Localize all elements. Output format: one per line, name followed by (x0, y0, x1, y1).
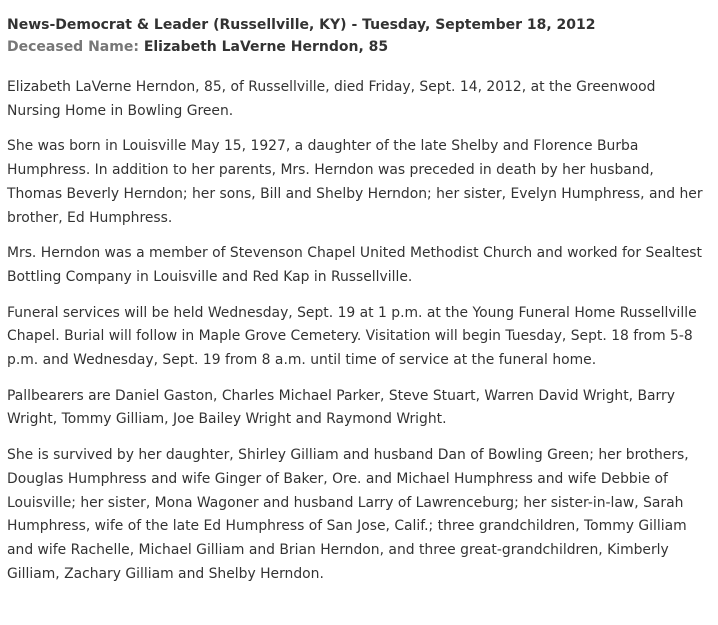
publication-line (7, 14, 710, 36)
obituary-article (7, 76, 710, 586)
article-paragraph: She was born in Louisville May 15, 1927, a daughter of the late Shelby and Florence Burba Humphress. In addition to her parents, Mrs. Herndon was preceded in death by her husband, Thomas Beverly Herndon; her sons, Bill and Shelby Herndon; her sister, Evelyn Humphress, and her brother, Ed Humphress. (7, 138, 703, 226)
article-paragraph: Funeral services will be held Wednesday, Sept. 19 at 1 p.m. at the Young Funeral Home Russellville Chapel. Burial will follow in Maple Grove Cemetery. Visitation will begin Tuesday, Sept. 18 from 5-8 p.m. and Wednesday, Sept. 19 from 8 a.m. until time of service at the funeral home. (7, 304, 697, 369)
article-paragraph: Mrs. Herndon was a member of Stevenson Chapel United Methodist Church and worked for Sealtest Bottling Company in Louisville and Red Kap in Russellville. (7, 245, 702, 285)
publication-source: News-Democrat & Leader (Russellville, KY) - Tuesday, September 18, 2012 (7, 17, 596, 33)
deceased-name: Elizabeth LaVerne Herndon, 85 (143, 39, 389, 55)
article-paragraph: She is survived by her daughter, Shirley Gilliam and husband Dan of Bowling Green; her brothers, Douglas Humphress and wife Ginger of Baker, Ore. and Michael Humphress and wife Debbie of Louisville; her sister, Mona Wagoner and husband Larry of Lawrenceburg; her sister-in-law, Sarah Humphress, wife of the late Ed Humphress of San Jose, Calif.; three grandchildren, Tommy Gilliam and wife Rachelle, Michael Gilliam and Brian Herndon, and three great-grandchildren, Kimberly Gilliam, Zachary Gilliam and Shelby Herndon. (7, 447, 689, 582)
deceased-label: Deceased Name: (7, 39, 139, 55)
article-paragraph: Elizabeth LaVerne Herndon, 85, of Russellville, died Friday, Sept. 14, 2012, at the Greenwood Nursing Home in Bowling Green. (7, 79, 656, 119)
deceased-line (7, 36, 710, 58)
article-paragraph: Pallbearers are Daniel Gaston, Charles Michael Parker, Steve Stuart, Warren David Wright, Barry Wright, Tommy Gilliam, Joe Bailey Wright and Raymond Wright. (7, 387, 675, 428)
